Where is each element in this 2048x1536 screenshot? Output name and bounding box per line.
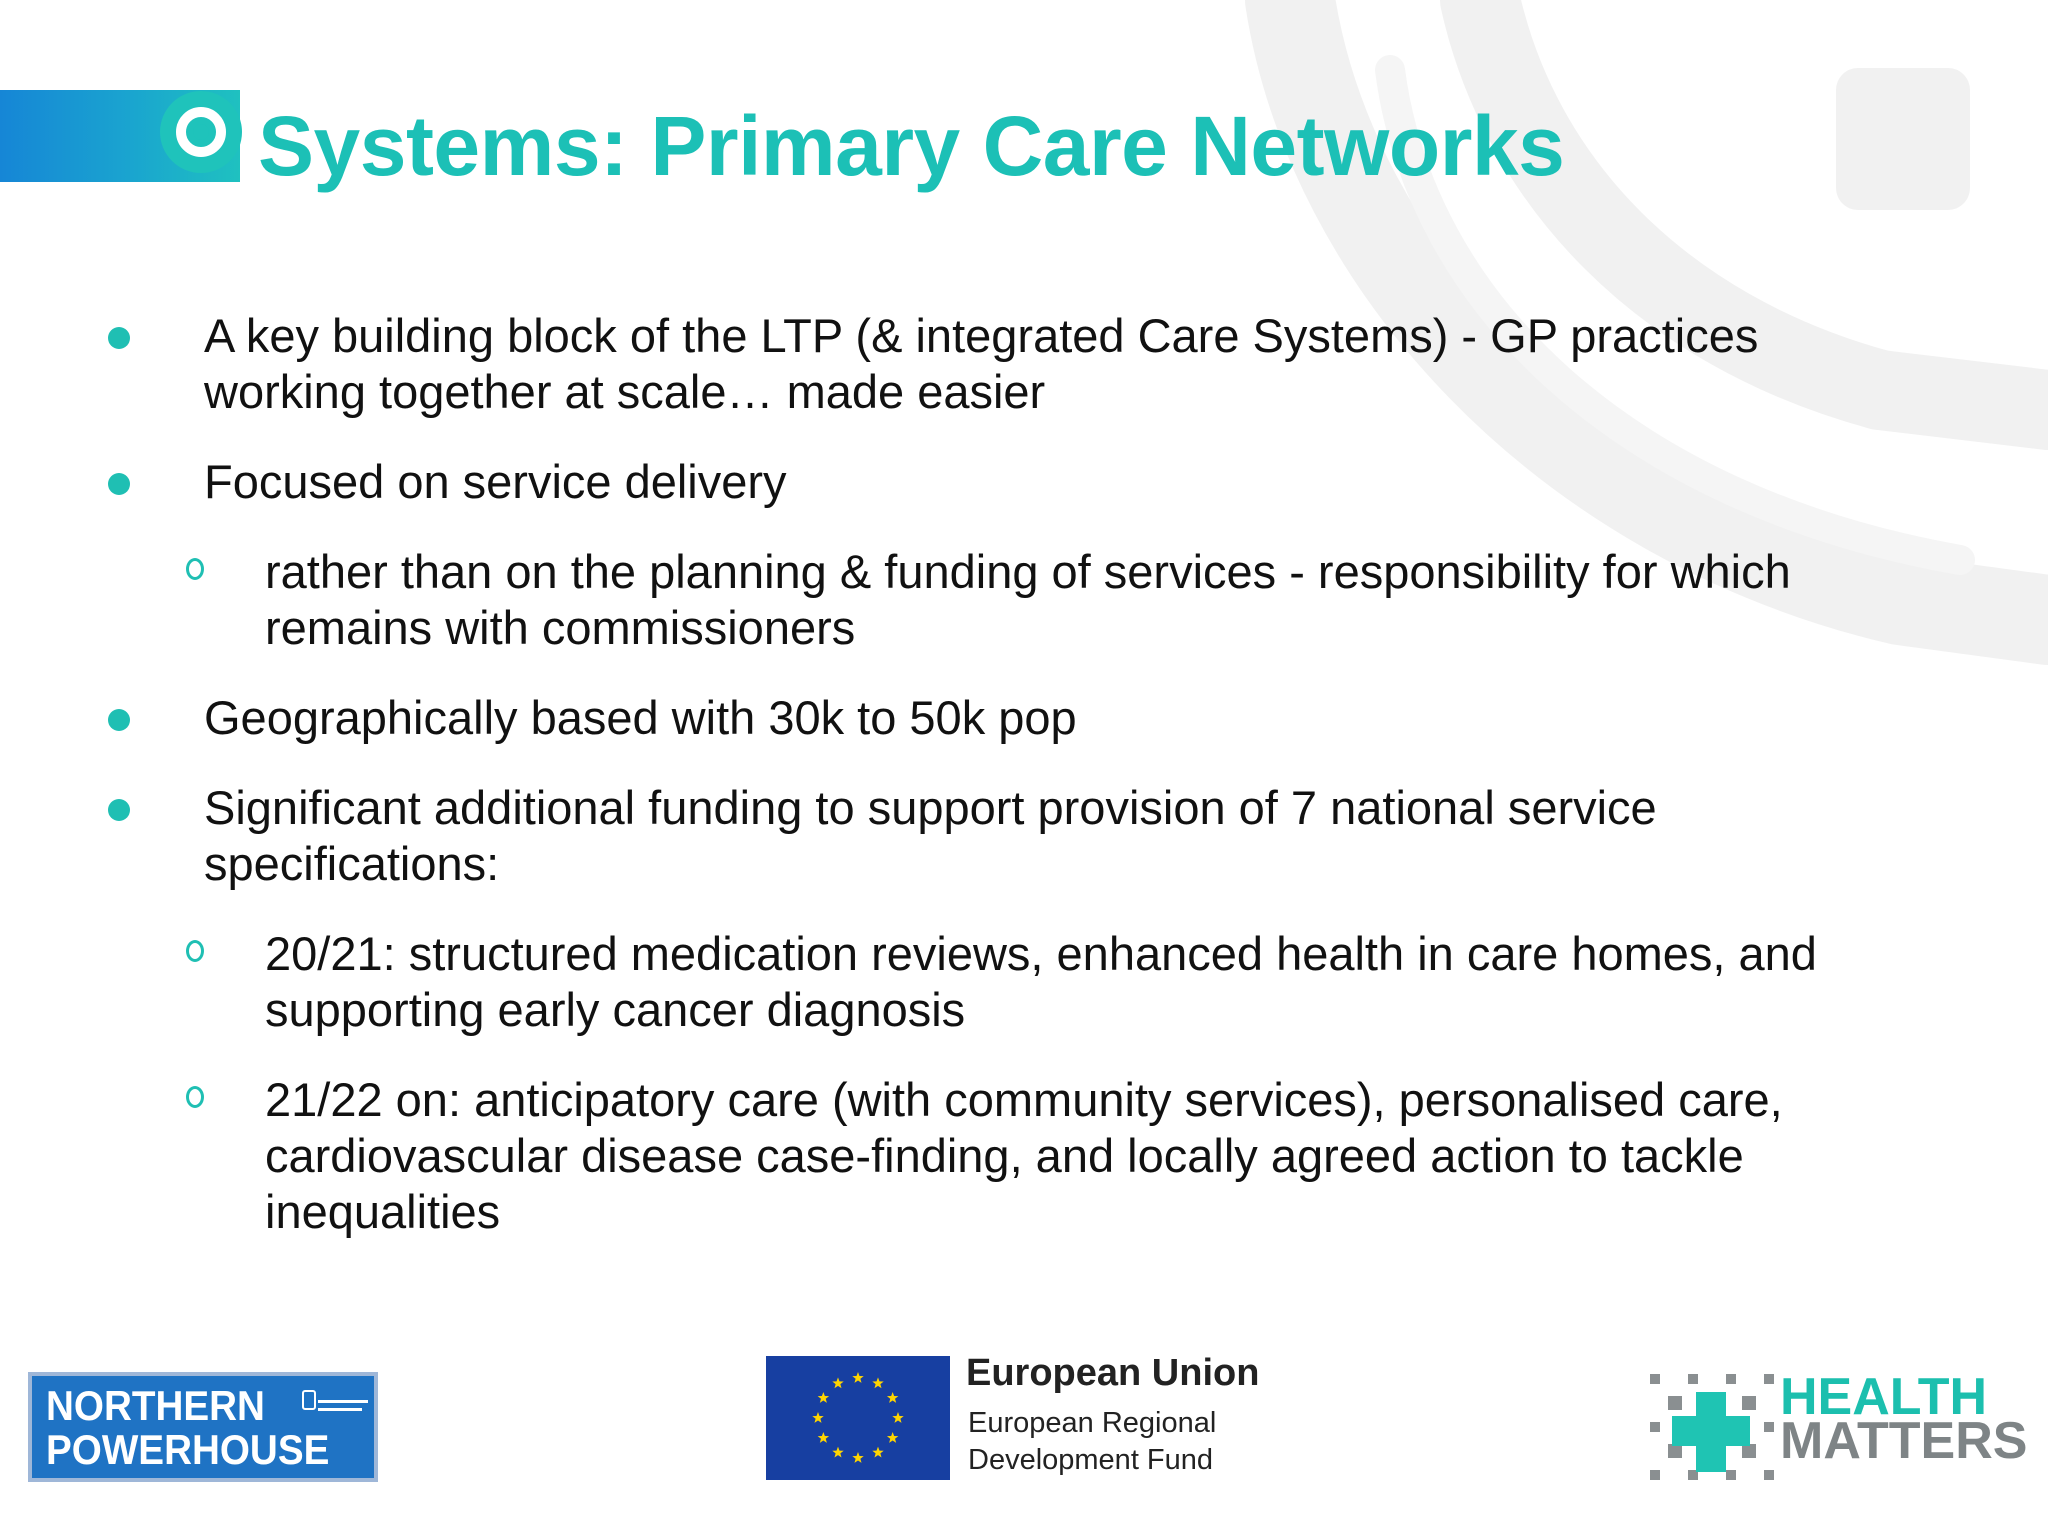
target-icon [160, 91, 242, 173]
bullet-dot-icon [108, 799, 130, 821]
sub-bullet-text: 20/21: structured medication reviews, enhanced health in care homes, and supporting early cancer diagnosis [265, 927, 1817, 1036]
eu-flag-icon [766, 1356, 950, 1480]
bullet-dot-icon [108, 473, 130, 495]
sub-bullet-item [0, 926, 1865, 1038]
crest-icon [302, 1390, 316, 1410]
logo-text: POWERHOUSE [46, 1426, 330, 1473]
gov-mark-icon [318, 1400, 368, 1403]
sub-bullet-item [0, 544, 1865, 656]
eu-fund-line: European Regional [968, 1407, 1217, 1439]
bullet-circle-icon [186, 558, 204, 580]
eu-title: European Union [966, 1352, 1260, 1394]
bullet-text: Significant additional funding to support provision of 7 national service specifications: [204, 781, 1657, 890]
bullet-text: A key building block of the LTP (& integrated Care Systems) - GP practices working together at scale… made easier [204, 309, 1759, 418]
bullet-item [0, 454, 1824, 510]
bullet-text: Geographically based with 30k to 50k pop [204, 691, 1077, 744]
eu-fund-name [968, 1405, 1216, 1479]
health-matters-text: MATTERS [1780, 1412, 2028, 1470]
bullet-text: Focused on service delivery [204, 455, 787, 508]
eu-fund-line: Development Fund [968, 1444, 1214, 1476]
sub-bullet-item [0, 1072, 1865, 1240]
bullet-item [0, 690, 1824, 746]
health-matters-text: HEALTH [1780, 1368, 1988, 1426]
bullet-list [0, 308, 2048, 1274]
northern-powerhouse-logo [28, 1372, 378, 1482]
bullet-circle-icon [186, 1086, 204, 1108]
sub-bullet-text: 21/22 on: anticipatory care (with community services), personalised care, cardiovascular disease case-finding, and locally agreed action to tackle inequalities [265, 1073, 1783, 1238]
slide-title: Systems: Primary Care Networks [258, 99, 1565, 193]
bullet-item [0, 780, 1824, 892]
bullet-dot-icon [108, 709, 130, 731]
gov-mark-icon [318, 1408, 362, 1411]
logo-text: NORTHERN [46, 1382, 265, 1429]
bullet-item [0, 308, 1824, 420]
sub-bullet-text: rather than on the planning & funding of services - responsibility for which remains with commissioners [265, 545, 1791, 654]
bullet-dot-icon [108, 327, 130, 349]
bullet-circle-icon [186, 940, 204, 962]
